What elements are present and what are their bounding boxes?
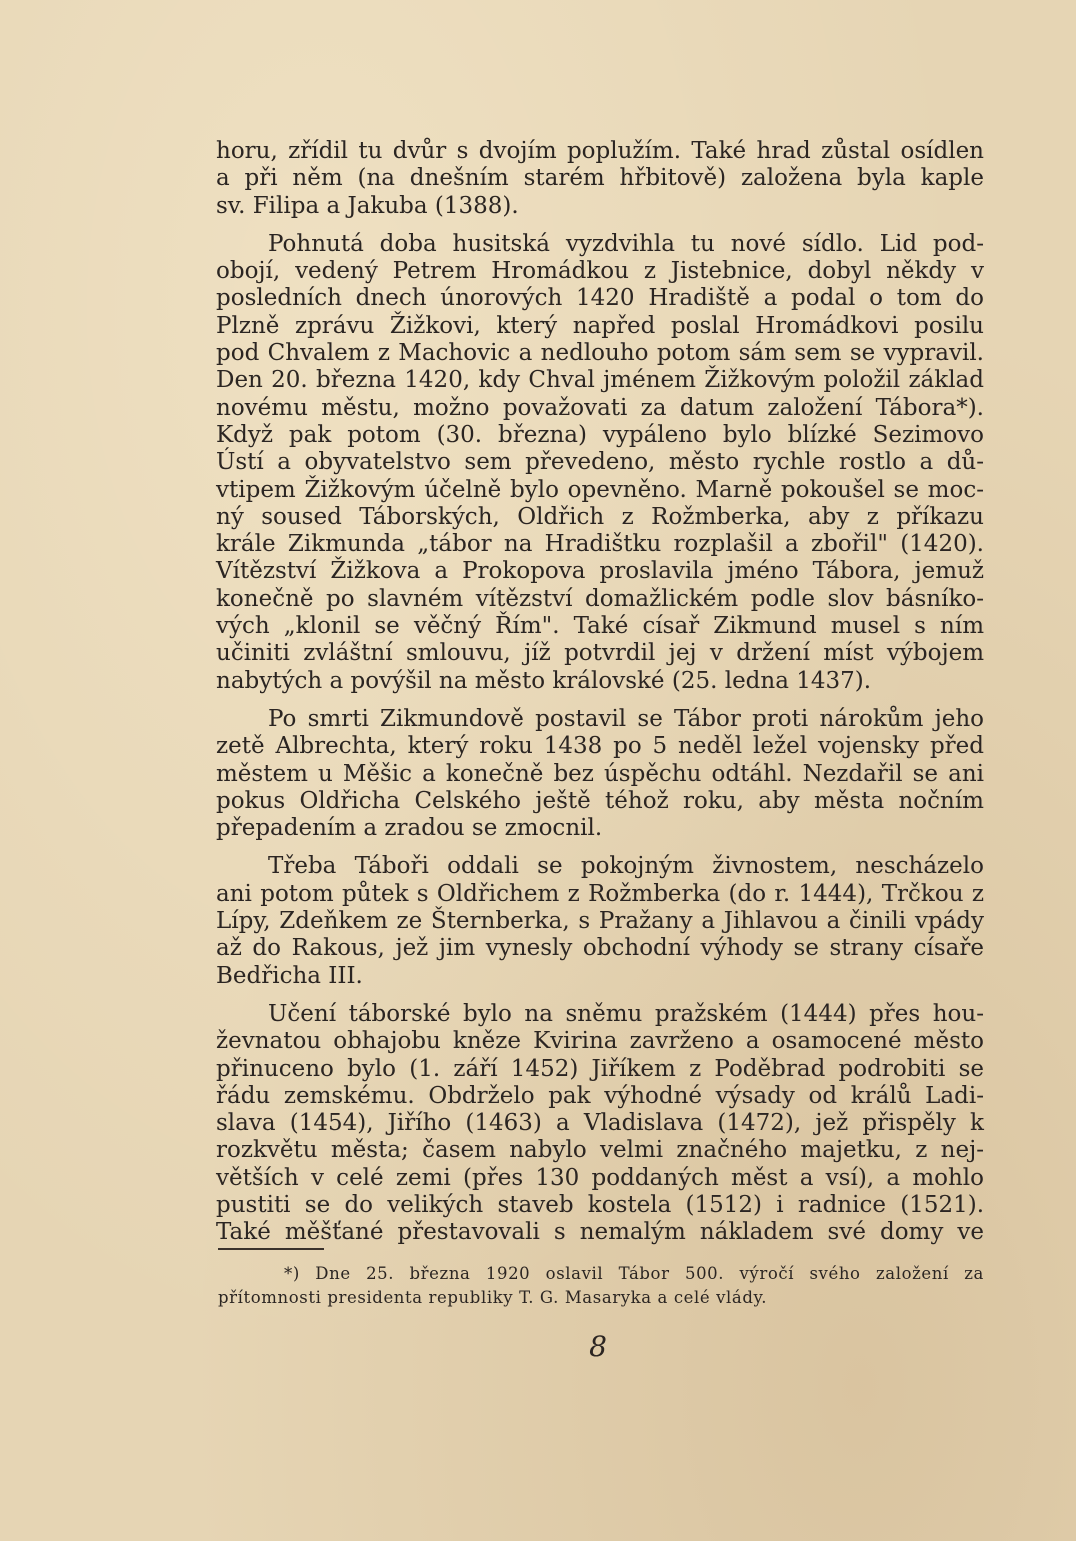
text-line: obojí, vedený Petrem Hromádkou z Jistebnice, dobyl někdy v	[216, 258, 984, 285]
text-line: pustiti se do velikých staveb kostela (1512) i radnice (1521).	[216, 1191, 984, 1218]
text-line: a při něm (na dnešním starém hřbitově) založena byla kaple	[216, 165, 984, 192]
paragraph-2	[216, 231, 984, 695]
body-text	[216, 138, 984, 1258]
text-line: zetě Albrechta, který roku 1438 po 5 neděl ležel vojensky před	[216, 733, 984, 760]
text-line: pokus Oldřicha Celského ještě téhož roku, aby města nočním	[216, 787, 984, 814]
text-line: Učení táborské bylo na sněmu pražském (1444) přes hou-	[268, 1000, 984, 1027]
text-line: ani potom půtek s Oldřichem z Rožmberka (do r. 1444), Trčkou z	[216, 880, 984, 907]
text-line: pod Chvalem z Machovic a nedlouho potom sám sem se vypravil.	[216, 340, 984, 367]
text-line: ný soused Táborských, Oldřich z Rožmberka, aby z příkazu	[216, 503, 984, 530]
text-line: Plzně zprávu Žižkovi, který napřed poslal Hromádkovi posilu	[216, 312, 984, 339]
text-line: Po smrti Zikmundově postavil se Tábor proti nárokům jeho	[268, 705, 984, 732]
footnote-line: přítomnosti presidenta republiky T. G. Masaryka a celé vlády.	[218, 1288, 768, 1307]
text-line: Lípy, Zdeňkem ze Šternberka, s Pražany a Jihlavou a činili vpády	[216, 908, 984, 935]
text-line: Vítězství Žižkova a Prokopova proslavila jméno Tábora, jemuž	[216, 558, 984, 585]
text-line: Pohnutá doba husitská vyzdvihla tu nové sídlo. Lid pod-	[268, 230, 984, 257]
footnote-line: *) Dne 25. března 1920 oslavil Tábor 500. výročí svého založení za	[284, 1264, 984, 1283]
text-line: řádu zemskému. Obdrželo pak výhodné výsady od králů Ladi-	[216, 1082, 984, 1109]
text-line: až do Rakous, jež jim vynesly obchodní výhody se strany císaře	[216, 935, 984, 962]
paragraph-5	[216, 1001, 984, 1247]
paragraph-3	[216, 706, 984, 842]
text-line: přinuceno bylo (1. září 1452) Jiříkem z Poděbrad podrobiti se	[216, 1055, 984, 1082]
text-line: slava (1454), Jiřího (1463) a Vladislava (1472), jež přispěly k	[216, 1110, 984, 1137]
text-line: Ústí a obyvatelstvo sem převedeno, město rychle rostlo a dů-	[216, 449, 984, 476]
text-line: Třeba Táboři oddali se pokojným živnostem, nescházelo	[268, 853, 984, 880]
text-line: rozkvětu města; časem nabylo velmi značného majetku, z nej-	[216, 1137, 984, 1164]
text-line: Také měšťané přestavovali s nemalým nákladem své domy ve	[216, 1219, 984, 1246]
paragraph-4	[216, 853, 984, 989]
text-line: novému městu, možno považovati za datum založení Tábora*).	[216, 394, 984, 421]
text-line: nabytých a povýšil na město královské (25. ledna 1437).	[216, 667, 872, 694]
text-line: Když pak potom (30. března) vypáleno bylo blízké Sezimovo	[216, 421, 984, 448]
text-line: ževnatou obhajobu kněze Kvirina zavrženo a osamocené město	[216, 1028, 984, 1055]
text-line: konečně po slavném vítězství domažlickém podle slov básníko-	[216, 585, 984, 612]
paragraph-1	[216, 138, 984, 220]
text-line: posledních dnech únorových 1420 Hradiště a podal o tom do	[216, 285, 984, 312]
text-line: přepadením a zradou se zmocnil.	[216, 815, 603, 842]
text-line: krále Zikmunda „tábor na Hradištku rozplašil a zbořil" (1420).	[216, 531, 984, 558]
text-line: sv. Filipa a Jakuba (1388).	[216, 192, 519, 219]
text-line: horu, zřídil tu dvůr s dvojím poplužím. Také hrad zůstal osídlen	[216, 138, 984, 164]
footnote-separator	[218, 1248, 324, 1250]
text-line: vtipem Žižkovým účelně bylo opevněno. Marně pokoušel se moc-	[216, 476, 984, 503]
text-line: větších v celé zemi (přes 130 poddaných měst a vsí), a mohlo	[216, 1164, 984, 1191]
footnote	[218, 1262, 984, 1310]
page-number: 8	[589, 1330, 607, 1363]
text-line: městem u Měšic a konečně bez úspěchu odtáhl. Nezdařil se ani	[216, 760, 984, 787]
text-line: Bedřicha III.	[216, 962, 363, 989]
text-line: Den 20. března 1420, kdy Chval jménem Žižkovým položil základ	[216, 367, 984, 394]
text-line: učiniti zvláštní smlouvu, jíž potvrdil jej v držení míst výbojem	[216, 640, 984, 667]
text-line: vých „klonil se věčný Řím". Také císař Zikmund musel s ním	[216, 613, 984, 640]
